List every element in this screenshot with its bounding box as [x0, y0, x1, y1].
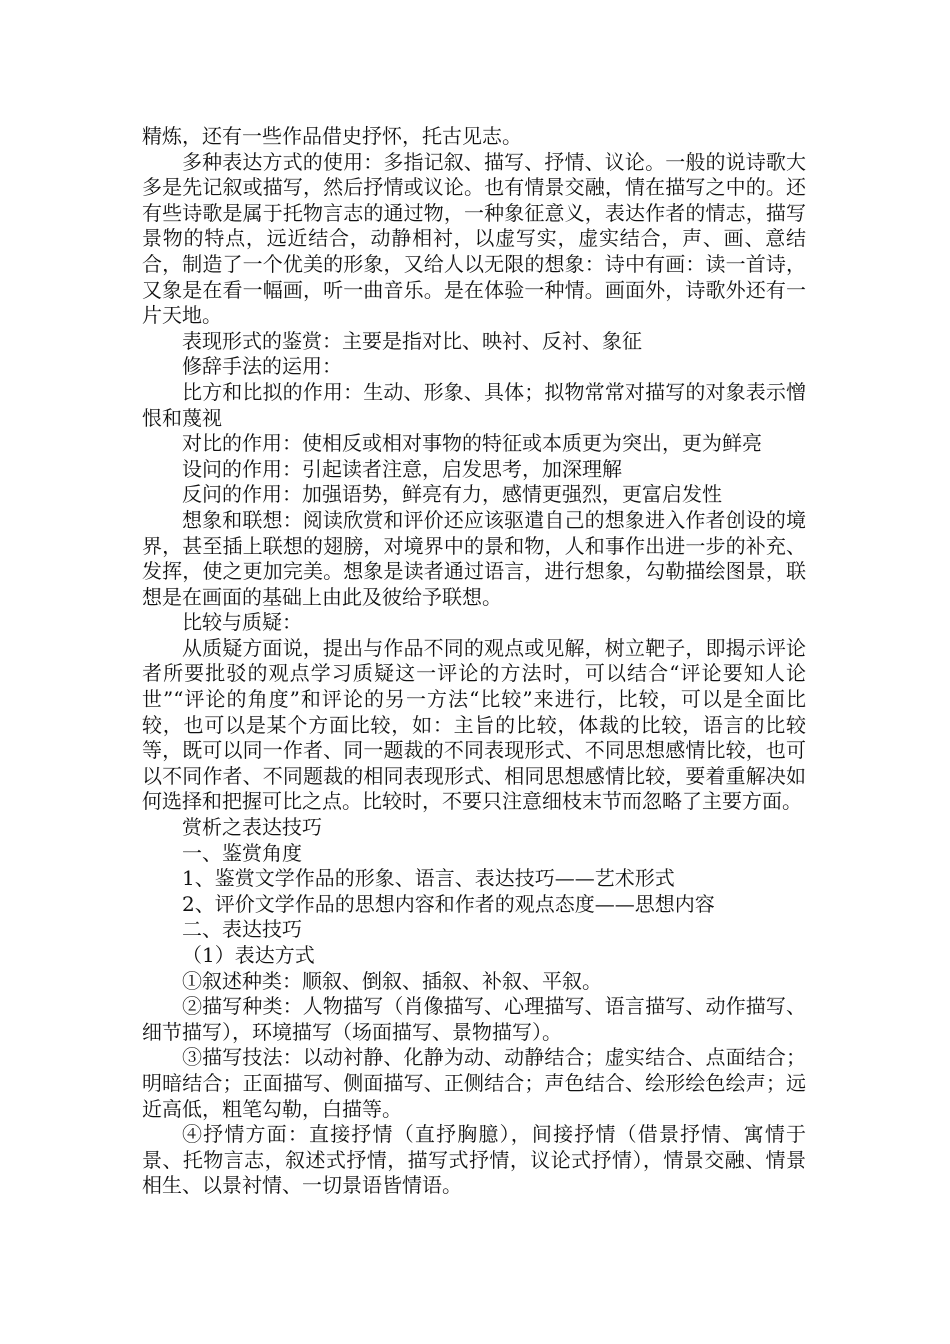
heading-expression-techniques: 二、表达技巧 — [182, 917, 302, 942]
list-item-2: 2、评价文学作品的思想内容和作者的观点态度——思想内容 — [182, 891, 715, 916]
item-description-techniques: ③描写技法：以动衬静、化静为动、动静结合；虚实结合、点面结合；明暗结合；正面描写、侧面描写、正侧结合；声色结合、绘形绘色绘声；远近高低，粗笔勾勒，白描等。 — [142, 1045, 806, 1121]
list-item-1: 1、鉴赏文学作品的形象、语言、表达技巧——艺术形式 — [182, 866, 675, 891]
item-narration-types: ①叙述种类：顺叙、倒叙、插叙、补叙、平叙。 — [182, 968, 602, 993]
paragraph-rhetoric-heading: 修辞手法的运用： — [182, 354, 342, 379]
paragraph-rhetorical-question: 设问的作用：引起读者注意，启发思考，加深理解 — [182, 456, 622, 481]
paragraph-expression-methods: 多种表达方式的使用：多指记叙、描写、抒情、议论。一般的说诗歌大多是先记叙或描写，然后抒情或议论。也有情景交融，情在描写之中的。还有些诗歌是属于托物言志的通过物，一种象征意义，表达作者的情志，描写景物的特点，远近结合，动静相衬，以虚写实，虚实结合，声、画、意结合，制造了一个优美的形象，又给人以无限的想象：诗中有画：读一首诗，又象是在看一幅画，听一曲音乐。是在体验一种情。画面外，诗歌外还有一片天地。 — [142, 149, 806, 328]
paragraph-comparison-heading: 比较与质疑： — [182, 610, 302, 635]
item-lyrical-aspects: ④抒情方面：直接抒情（直抒胸臆），间接抒情（借景抒情、寓情于景、托物言志，叙述式抒情，描写式抒情，议论式抒情），情景交融、情景相生、以景衬情、一切景语皆情语。 — [142, 1122, 806, 1198]
paragraph-contrast: 对比的作用：使相反或相对事物的特征或本质更为突出，更为鲜亮 — [182, 431, 762, 456]
paragraph-questioning: 从质疑方面说，提出与作品不同的观点或见解，树立靶子，即揭示评论者所要批驳的观点学习质疑这一评论的方法时，可以结合“评论要知人论世”“评论的角度”和评论的另一方法“比较”来进行，比较，可以是全面比较，也可以是某个方面比较，如：主旨的比较，体裁的比较，语言的比较等，既可以同一作者、同一题裁的不同表现形式、不同思想感情比较，也可以不同作者、不同题裁的相同表现形式、相同思想感情比较，要着重解决如何选择和把握可比之点。比较时，不要只注意细枝末节而忽略了主要方面。 — [142, 635, 806, 814]
subheading-expression-modes: （1）表达方式 — [182, 943, 315, 967]
document-body — [142, 124, 806, 1199]
paragraph-form-appreciation: 表现形式的鉴赏：主要是指对比、映衬、反衬、象征 — [182, 328, 642, 353]
paragraph-continuation: 精炼，还有一些作品借史抒怀，托古见志。 — [142, 124, 522, 148]
paragraph-imagination: 想象和联想：阅读欣赏和评价还应该驱遣自己的想象进入作者创设的境界，甚至插上联想的翅膀，对境界中的景和物，人和事作出进一步的补充、发挥，使之更加完美。想象是读者通过语言，进行想象，勾勒描绘图景，联想是在画面的基础上由此及彼给予联想。 — [142, 507, 806, 609]
section-heading-techniques: 赏析之表达技巧 — [182, 815, 322, 840]
paragraph-metaphor: 比方和比拟的作用：生动、形象、具体；拟物常常对描写的对象表示憎恨和蔑视 — [142, 379, 806, 430]
heading-appreciation-angle: 一、鉴赏角度 — [182, 840, 302, 865]
paragraph-counter-question: 反问的作用：加强语势，鲜亮有力，感情更强烈，更富启发性 — [182, 482, 722, 507]
item-description-types: ②描写种类：人物描写（肖像描写、心理描写、语言描写、动作描写、细节描写），环境描写（场面描写、景物描写）。 — [142, 994, 806, 1044]
